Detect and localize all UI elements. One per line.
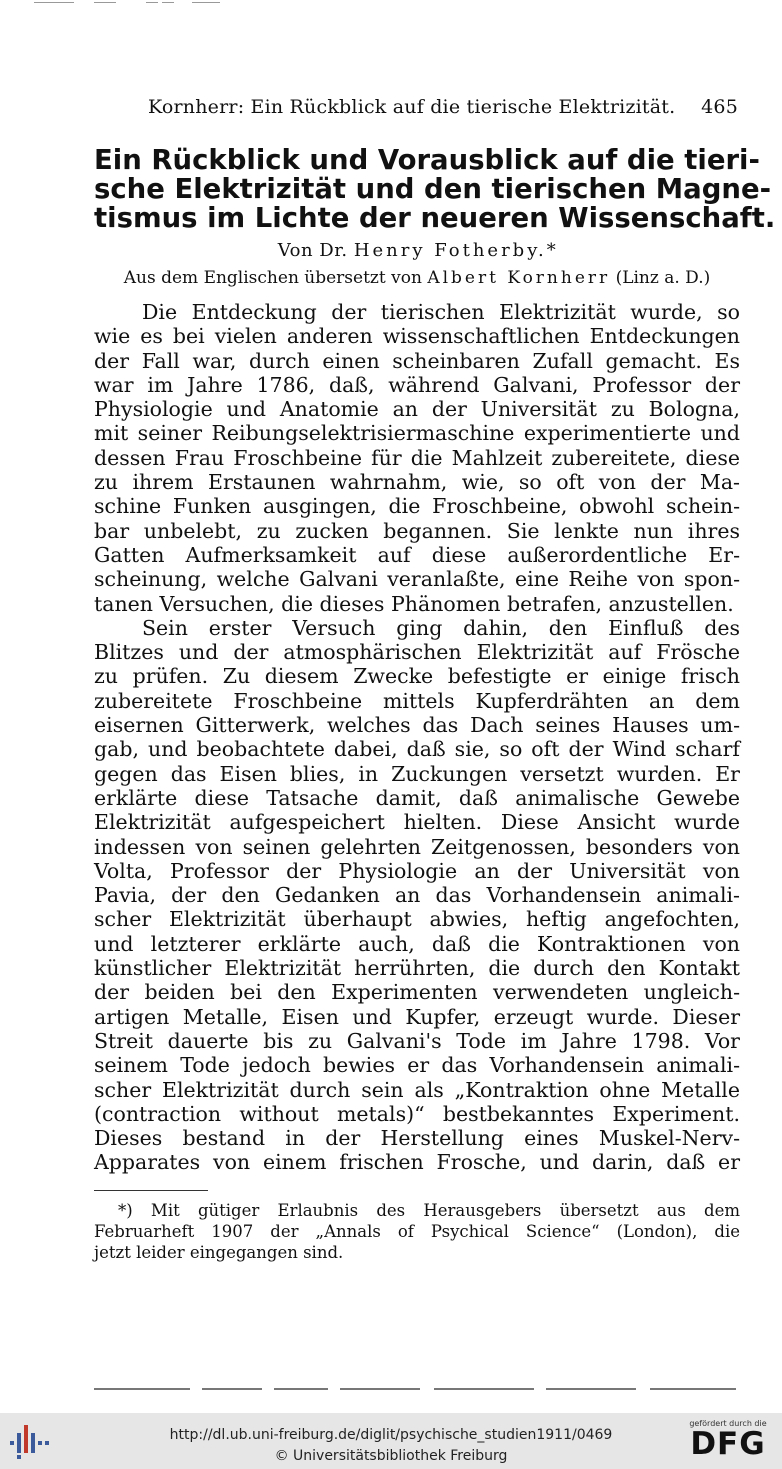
dfg-logo <box>688 1419 768 1460</box>
body-line: der Fall war, durch einen scheinbaren Zufall gemacht. Es <box>94 348 740 373</box>
body-line: Blitzes und der atmosphärischen Elektrizität auf Frösche <box>94 640 740 665</box>
body-line: Dieses bestand in der Herstellung eines Muskel-Nerv- <box>94 1126 740 1151</box>
translator-prefix: Aus dem Englischen übersetzt von <box>123 268 422 288</box>
running-head-text: Kornherr: Ein Rückblick auf die tierische Elektrizität. <box>148 96 676 118</box>
footnote <box>94 1200 740 1263</box>
body-line: gab, und beobachtete dabei, daß sie, so oft der Wind scharf <box>94 737 740 762</box>
dfg-wordmark: DFG <box>690 1426 766 1462</box>
body-line: künstlicher Elektrizität herrührten, die durch den Kontakt <box>94 956 740 981</box>
translator-name: Albert Kornherr <box>427 268 611 288</box>
body-line: bar unbelebt, zu zucken begannen. Sie lenkte nun ihres <box>94 518 740 543</box>
body-line: zubereitete Froschbeine mittels Kupferdrähten an dem <box>94 688 740 713</box>
body-line: artigen Metalle, Eisen und Kupfer, erzeugt wurde. Dieser <box>94 1004 740 1029</box>
footer-bar <box>0 1413 782 1469</box>
body-line: Sein erster Versuch ging dahin, den Einfluß des <box>142 615 740 640</box>
body-line: und letzterer erklärte auch, daß die Kontraktionen von <box>94 931 740 956</box>
body-line: dessen Frau Froschbeine für die Mahlzeit zubereitete, diese <box>94 445 740 470</box>
body-line: seinem Tode jedoch bewies er das Vorhandensein animali- <box>94 1053 740 1078</box>
article-title <box>94 144 776 234</box>
running-head <box>148 96 738 118</box>
body-line: Streit dauerte bis zu Galvani's Tode im Jahre 1798. Vor <box>94 1028 740 1053</box>
footnote-mark: * <box>546 240 557 261</box>
footnote-line: *) Mit gütiger Erlaubnis des Herausgebers übersetzt aus dem <box>118 1201 740 1220</box>
scan-artifact-bottom <box>94 1388 740 1394</box>
body-line: Volta, Professor der Physiologie an der Universität von <box>94 858 740 883</box>
body-line: Elektrizität aufgespeichert hielten. Diese Ansicht wurde <box>94 810 740 835</box>
body-line: zu prüfen. Zu diesem Zwecke befestigte er einige frisch <box>94 664 740 689</box>
footnote-line: Februarheft 1907 der „Annals of Psychical Science“ (London), die <box>94 1222 740 1241</box>
body-line: war im Jahre 1786, daß, während Galvani, Professor der <box>94 372 740 397</box>
source-url-link[interactable]: http://dl.ub.uni-freiburg.de/diglit/psychische_studien1911/0469 <box>169 1427 613 1443</box>
body-text <box>94 300 740 1175</box>
body-line: scher Elektrizität durch sein als „Kontraktion ohne Metalle <box>94 1077 740 1102</box>
translator-suffix: (Linz a. D.) <box>615 268 711 288</box>
title-line: tismus im Lichte der neueren Wissenschaft. <box>94 202 776 234</box>
body-line: Physiologie und Anatomie an der Universität zu Bologna, <box>94 397 740 422</box>
footnote-line: jetzt leider eingegangen sind. <box>94 1243 344 1262</box>
byline-prefix: Von Dr. <box>277 240 348 261</box>
dfg-caption: gefördert durch die <box>689 1419 767 1428</box>
byline-author: Henry Fotherby. <box>353 240 547 261</box>
body-line: scheinung, welche Galvani veranlaßte, eine Reihe von spon- <box>94 567 740 592</box>
body-line: erklärte diese Tatsache damit, daß animalische Gewebe <box>94 785 740 810</box>
body-line: der beiden bei den Experimenten verwendeten ungleich- <box>94 980 740 1005</box>
body-line: Pavia, der den Gedanken an das Vorhandensein animali- <box>94 883 740 908</box>
byline <box>94 240 740 261</box>
body-line: Apparates von einem frischen Frosche, und darin, daß er <box>94 1150 740 1175</box>
title-line: Ein Rückblick und Vorausblick auf die tieri- <box>94 144 760 176</box>
footnote-rule <box>94 1190 208 1191</box>
body-line: tanen Versuchen, die dieses Phänomen betrafen, anzustellen. <box>94 591 734 616</box>
body-line: (contraction without metals)“ bestbekanntes Experiment. <box>94 1101 740 1126</box>
scan-artifact-top <box>34 2 194 6</box>
copyright-text: © Universitätsbibliothek Freiburg <box>274 1448 508 1464</box>
translator-line <box>94 268 740 288</box>
body-line: scher Elektrizität überhaupt abwies, heftig angefochten, <box>94 907 740 932</box>
body-line: schine Funken ausgingen, die Froschbeine, obwohl schein- <box>94 494 740 519</box>
body-line: gegen das Eisen blies, in Zuckungen versetzt wurden. Er <box>94 761 740 786</box>
title-line: sche Elektrizität und den tierischen Magne- <box>94 173 772 205</box>
body-line: zu ihrem Erstaunen wahrnahm, wie, so oft von der Ma- <box>94 470 740 495</box>
body-line: eisernen Gitterwerk, welches das Dach seines Hauses um- <box>94 713 740 738</box>
body-line: Gatten Aufmerksamkeit auf diese außerordentliche Er- <box>94 542 740 567</box>
body-line: mit seiner Reibungselektrisiermaschine experimentierte und <box>94 421 740 446</box>
body-line: wie es bei vielen anderen wissenschaftlichen Entdeckungen <box>94 324 740 349</box>
body-line: Die Entdeckung der tierischen Elektrizität wurde, so <box>142 300 740 324</box>
body-line: indessen von seinen gelehrten Zeitgenossen, besonders von <box>94 834 740 859</box>
page-number: 465 <box>701 96 738 118</box>
